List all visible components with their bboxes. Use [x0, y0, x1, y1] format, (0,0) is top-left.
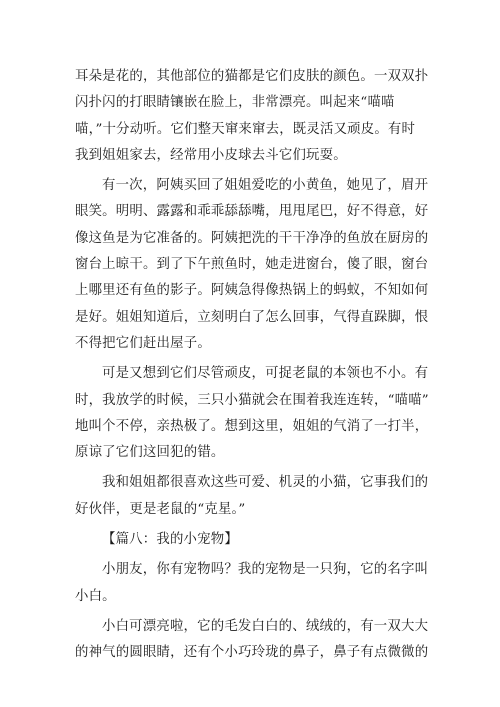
text-line: 好伙伴，更是老鼠的“克星。”: [75, 501, 246, 517]
text-line: 闪扑闪的打眼睛镶嵌在脸上，非常漂亮。叫起来“喵喵: [75, 95, 395, 111]
text-line: 有一次，阿姨买回了姐姐爱吃的小黄鱼，她见了，眉开: [102, 178, 429, 194]
text-line: 眼笑。明明、露露和乖乖舔舔嘴，甩甩尾巴，好不得意，好: [75, 204, 429, 220]
text-line: 时，我放学的时候，三只小猫就会在围着我连连转，“喵喵”: [75, 392, 429, 408]
document-body: [75, 64, 427, 667]
text-line: 小白可漂亮啦，它的毛发白白的、绒绒的，有一双大大: [102, 618, 429, 634]
text-line: 的神气的圆眼睛，还有个小巧玲珑的鼻子，鼻子有点微微的: [75, 645, 429, 661]
text-line: 像这鱼是为它准备的。阿姨把洗的干干净净的鱼放在厨房的: [75, 230, 429, 246]
text-line: 小白。: [75, 588, 116, 604]
text-line: 上哪里还有鱼的影子。阿姨急得像热锅上的蚂蚁，不知如何: [75, 283, 429, 299]
section-heading: 【篇八：我的小宠物】: [102, 532, 238, 548]
text-line: 不得把它们赶出屋子。: [75, 335, 211, 351]
text-line: 小朋友，你有宠物吗？我的宠物是一只狗，它的名字叫: [102, 562, 429, 578]
text-line: 喵，”十分动听。它们整天窜来窜去，既灵活又顽皮。有时: [75, 121, 416, 137]
text-line: 是好。姐姐知道后，立刻明白了怎么回事，气得直跺脚，恨: [75, 309, 429, 325]
text-line: 窗台上晾干。到了下午煎鱼时，她走进窗台，傻了眼，窗台: [75, 257, 429, 273]
text-line: 地叫个不停，亲热极了。想到这里，姐姐的气消了一打半，: [75, 418, 429, 434]
text-line: 耳朵是花的，其他部位的猫都是它们皮肤的颜色。一双双扑: [75, 69, 429, 84]
text-line: 可是又想到它们尽管顽皮，可捉老鼠的本领也不小。有: [102, 366, 429, 382]
text-line: 原谅了它们这回犯的错。: [75, 445, 225, 461]
text-line: 我到姐姐家去，经常用小皮球去斗它们玩耍。: [75, 147, 347, 163]
text-line: 我和姐姐都很喜欢这些可爱、机灵的小猫，它事我们的: [102, 475, 429, 491]
